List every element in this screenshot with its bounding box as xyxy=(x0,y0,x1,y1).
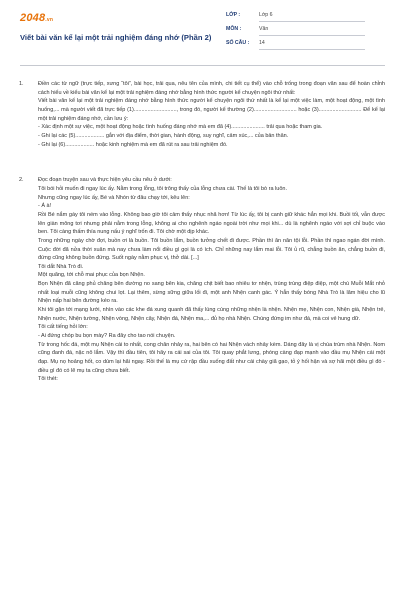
document-meta xyxy=(226,12,365,54)
question-text: - Ghi lại (6)................... hoặc kinh nghiệm mà em đã rút ra sau trải nghiệm đó. xyxy=(38,141,228,148)
passage-text: Rồi Bé nắm gáy tôi ném vào lỗng. Không bao giờ tôi cảm thấy nhục nhã hơn! Từ lúc ấy, tôi bị canh giữ khác hẳn mọi khi. Buồi tối, vẫn được lên giàn mông tơi nhưng phải nằm trong lỗng, không ai cho nghênh ngáo ngoài trời như mọi khi... dù là nghênh ngáo với sợi chỉ buộc vào ben. Tôi càng thấm thía nung nấu ý nghĩ trốn đi. Tôi chờ một dịp khác. xyxy=(38,211,385,236)
passage-text: Một quãng, tới chỗ mai phục của bọn Nhện. xyxy=(38,272,145,279)
passage-text: Từ trong hốc đá, một mụ Nhện cái to nhất, cong chân nhảy ra, hai bên có hai Nhện vách nhảy kèm. Dáng đây là vị chúa trùm nhà Nhện. Nom cũng đanh đá, nặc nô lắm. Vậy thì đầu tiên, tôi hãy ra cái sai của tôi. Tôi quay phắt lưng, phóng càng đạp mạnh vào đầu mụ Nhện cái một đạp. Mụ nọ hoảng hốt, co dúm lại hãi ngay. Rồi thế là mụ cứ rập đầu xuống đất như cái chày giã gạo, tỏ ý hối hận và sợ hãi một điều gì đó - điều gì đó có lẽ mụ ta cũng chưa biết. xyxy=(38,341,385,374)
meta-key: MÔN : xyxy=(226,26,242,32)
site-logo[interactable] xyxy=(20,12,53,24)
passage-text: Tôi dắt Nhà Trò đi. xyxy=(38,263,84,270)
question-body xyxy=(38,80,385,149)
passage-text: Trong những ngày chờ đợi, buồn ơi là buồn. Tôi buồn lắm, buồn tưởng chết đi được. Phần thì ăn năn tội lỗi. Phần thì ngao ngán đời mình. Cuộc đời đã nửa thời xuân mà nay chưa làm nổi điều gì gọi là có ích. Chỉ những nay lắm mai lỗi. Tôi ủ rũ, chẳng buồn ăn, chẳng buồn đi, đứng cũng không buồn đứng. Suốt ngày nằm phục vị, thở dài. [...] xyxy=(38,237,385,262)
passage-text: Tôi cất tiếng hỏi lớn: xyxy=(38,324,88,331)
question-text: Viết bài văn kể lại một trải nghiệm đáng nhớ bằng hình thức người kể chuyện ngôi thứ nhất là kể lại một việc làm, một hoạt động, một tình huống,... mà người viết đã trực tiếp (1)............................, trong đó, người kể thường (2)............................ hoặc (3)............................ Để kể lại một trải nghiệm đáng nhớ, cần lưu ý: xyxy=(38,98,385,122)
question-body xyxy=(38,176,385,384)
question-text: - Xác định một sự việc, một hoạt động hoặc tình huống đáng nhớ mà em đã (4)...................... trải qua hoặc tham gia. xyxy=(38,124,323,131)
question-text: - Ghi lại các (5)................... gắn với địa điểm, thời gian, hành động, suy nghĩ, cảm xúc,... của bản thân. xyxy=(38,132,289,139)
question-number: 2. xyxy=(19,177,24,184)
meta-row-class xyxy=(226,12,365,26)
question-text: Điền các từ ngữ (trực tiếp, xưng “tôi”, bài học, trải qua, nêu tên của mình, chi tiết cụ thể) vào chỗ trống trong đoạn văn sau để hoàn chỉnh cách hiểu về kiểu bài văn kể lại một trải nghiệm đáng nhớ bằng hình thức người kể chuyện ngôi thứ nhất: xyxy=(38,81,385,96)
meta-key: SỐ CÂU : xyxy=(226,40,250,46)
passage-text: Khi tôi gặn tới mạng lưới, nhìn vào các khe đá xung quanh đã thấy lúng cúng những nhện là nhện. Nhện mẹ, Nhện con, Nhện già, Nhện trẻ, Nhện nước, Nhện tường, Nhện vòng, Nhện cây, Nhện đá, Nhện ma,... đủ họ nhà Nhện. Chúng đứng im như đá, mà coi vẻ hung dữ. xyxy=(38,307,385,322)
passage-text: Tôi bói hỏi muốn đi ngay lúc ấy. Nằm trong lỗng, tôi trông thấy của lỗng chưa cài. Thế là tôi bò ra luôn. xyxy=(38,185,287,192)
passage-text: Tôi thét: xyxy=(38,376,58,383)
meta-value: 14 xyxy=(259,40,365,50)
question-item xyxy=(19,176,385,384)
meta-row-subject xyxy=(226,26,365,40)
page-title: Viết bài văn kể lại một trải nghiệm đáng nhớ (Phần 2) xyxy=(20,33,212,42)
question-list xyxy=(19,80,385,384)
passage-text: - Ai đứng chóp bu bọn mày? Ra đây cho tao nói chuyện. xyxy=(38,333,176,340)
passage-text: - Á à! xyxy=(38,203,52,210)
meta-key: LỚP : xyxy=(226,12,241,18)
logo-suffix: .vn xyxy=(45,17,54,23)
passage-text: Bọn Nhện đã căng phủ chăng bên đường no sang bên kia, chăng chịt biết bao nhiêu tơ nhện, trùng trùng điệp điệp, một chú Muỗi Mắt nhỏ nhất loại muỗi cũng không chui lọt. Lại thêm, sừng sững giữa lối đi, một anh Nhện canh gác. Ý hẳn thấy bóng Nhà Trò là lăm hiệu cho lũ Nhện nấp hai bên đường kéo ra. xyxy=(38,281,385,305)
meta-row-question-count xyxy=(226,40,365,54)
logo-main: 2048 xyxy=(20,12,46,24)
question-number: 1. xyxy=(19,81,24,87)
header-divider xyxy=(20,65,385,66)
passage-text: Nhưng cũng ngay lúc ấy, Bé và Nhón từ đâu chạy tới, kêu lên: xyxy=(38,194,190,201)
meta-value: Văn xyxy=(259,26,365,36)
question-item xyxy=(19,80,385,149)
question-text: Đọc đoạn truyện sau và thực hiện yêu cầu nêu ở dưới: xyxy=(38,177,172,184)
meta-value: Lớp 6 xyxy=(259,12,365,22)
